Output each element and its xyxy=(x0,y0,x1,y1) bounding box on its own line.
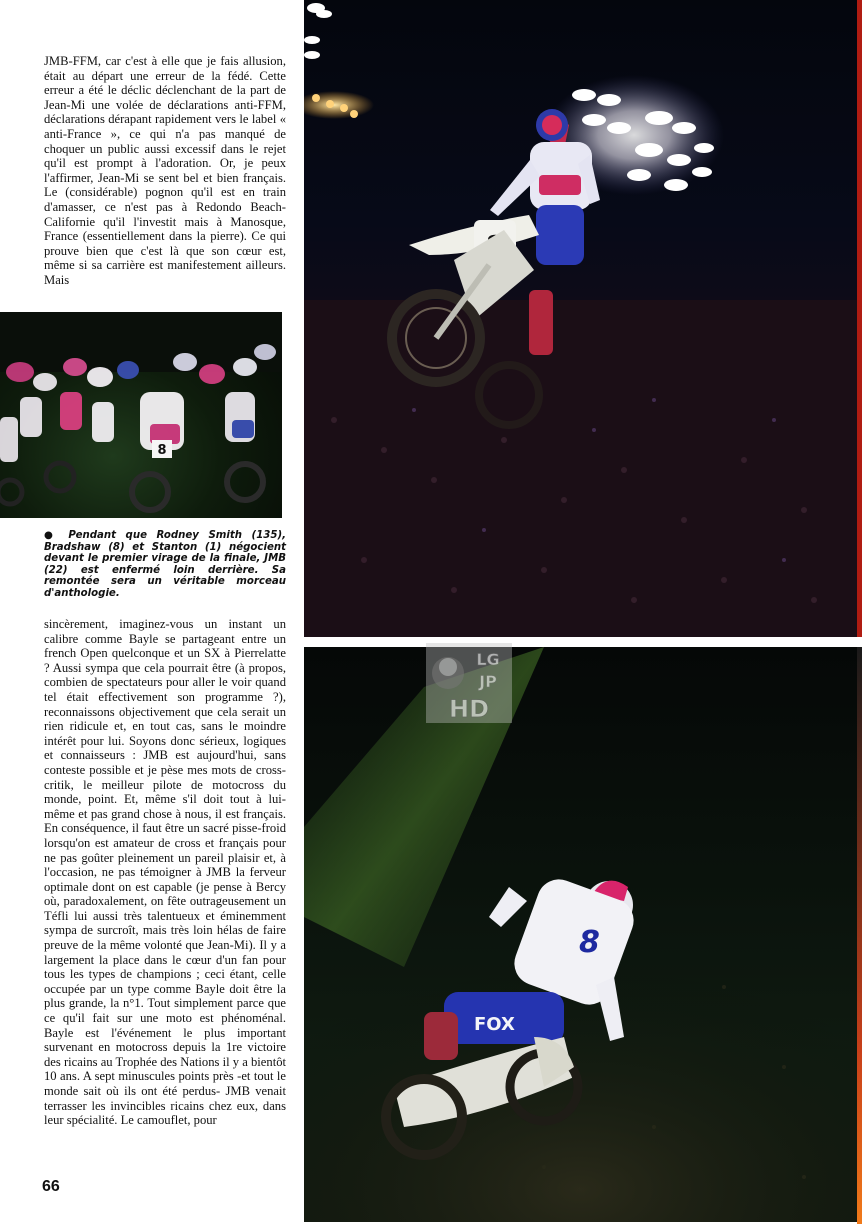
photo-caption: ● Pendant que Rodney Smith (135), Bradshaw (8) et Stanton (1) négocient devant le premier virage de la finale, JMB (22) est enfermé loin derrière. Sa remontée sera un véritable morceau d'anthologie. xyxy=(44,530,286,599)
start-photo-illustration xyxy=(0,312,282,518)
article-column-1: JMB-FFM, car c'est à elle que je fais allusion, était au départ une erreur de la fédé. Cette erreur a été le déclic déclenchant de la part de Jean-Mi une volée de déclarations anti-FFM, déclarations dérapant rapidement vers le label « anti-France », ce qui n'a pas manqué de choquer un public aussi excessif dans le rejet qu'il est prompt à l'adoration. Or, je peux l'affirmer, Jean-Mi se sent bel et bien français. Le (considérable) pognon qu'il est en train d'amasser, ce n'est pas à Redondo Beach-Californie qu'il l'investit mais à Manosque, France (essentiellement dans la pierre). Ce qui prouve bien que c'est là que son cœur est, même si sa carrière est manifestement ailleurs. Mais xyxy=(44,54,286,287)
watermark-line3: HD xyxy=(448,695,490,723)
watermark-line2: JP xyxy=(479,672,497,691)
watermark-line1: LG xyxy=(476,650,500,669)
page-edge-bottom xyxy=(857,647,862,1224)
watermark-logo xyxy=(426,643,512,723)
page-number: 66 xyxy=(42,1178,60,1195)
jersey-logo: FOX xyxy=(474,1014,515,1035)
start-photo xyxy=(0,312,282,518)
jump-photo xyxy=(304,0,857,637)
jump-photo-illustration xyxy=(304,0,857,637)
article-column-2: sincèrement, imaginez-vous un instant un calibre comme Bayle se partageant entre un french Open quelconque et un SX à Pierrelatte ? Aussi sympa que cela pourrait être (à propos, combien de spectateurs pour aller le voir quand tel était effectivement son programme ?), reconnaissons objectivement que cela serait un rien ridicule et, en tout cas, sans le moindre intérêt pour lui. Soyons donc sérieux, logiques et connaisseurs : JMB est aujourd'hui, sans conteste possible et je pèse mes mots de cross-critik, le meilleur pilote de motocross du monde, point. Et, même s'il doit tout à lui-même et pas grand chose à nous, il est français. En conséquence, il faut être un sacré pisse-froid lorsqu'on est amateur de cross et français pour ne pas goûter pleinement un pareil plaisir et, à l'occasion, ne pas témoigner à JMB la ferveur optimale dont on est capable (je pense à Bercy où, paradoxalement, on fête outrageusement un Téfli lui aussi très talentueux et éminemment sympa de surcroît, mais très loin hélas de faire preuve de la même volonté que Jean-Mi). Il y a largement la place dans le cœur d'un fan pour tous les types de champions ; ceci étant, celle occupée par un type comme Bayle doit être la plus grande, la n°1. Tout simplement parce que ce qu'il fait sur une moto est phénoménal. Bayle est l'événement le plus important survenant en motocross depuis la 1re victoire des ricains au Trophée des Nations il y a bientôt 10 ans. A sept minuscules points près -et tout le monde sait où ils ont été perdus- JMB venait terrasser les invincibles ricains chez eux, dans leur spécialité. Le camouflet, pour xyxy=(44,617,286,1128)
bottom-plate-number: 8 xyxy=(579,925,600,960)
small-plate-number: 8 xyxy=(157,443,167,458)
page-edge-top xyxy=(857,0,862,637)
corner-photo-illustration xyxy=(304,647,857,1222)
corner-photo xyxy=(304,647,857,1222)
